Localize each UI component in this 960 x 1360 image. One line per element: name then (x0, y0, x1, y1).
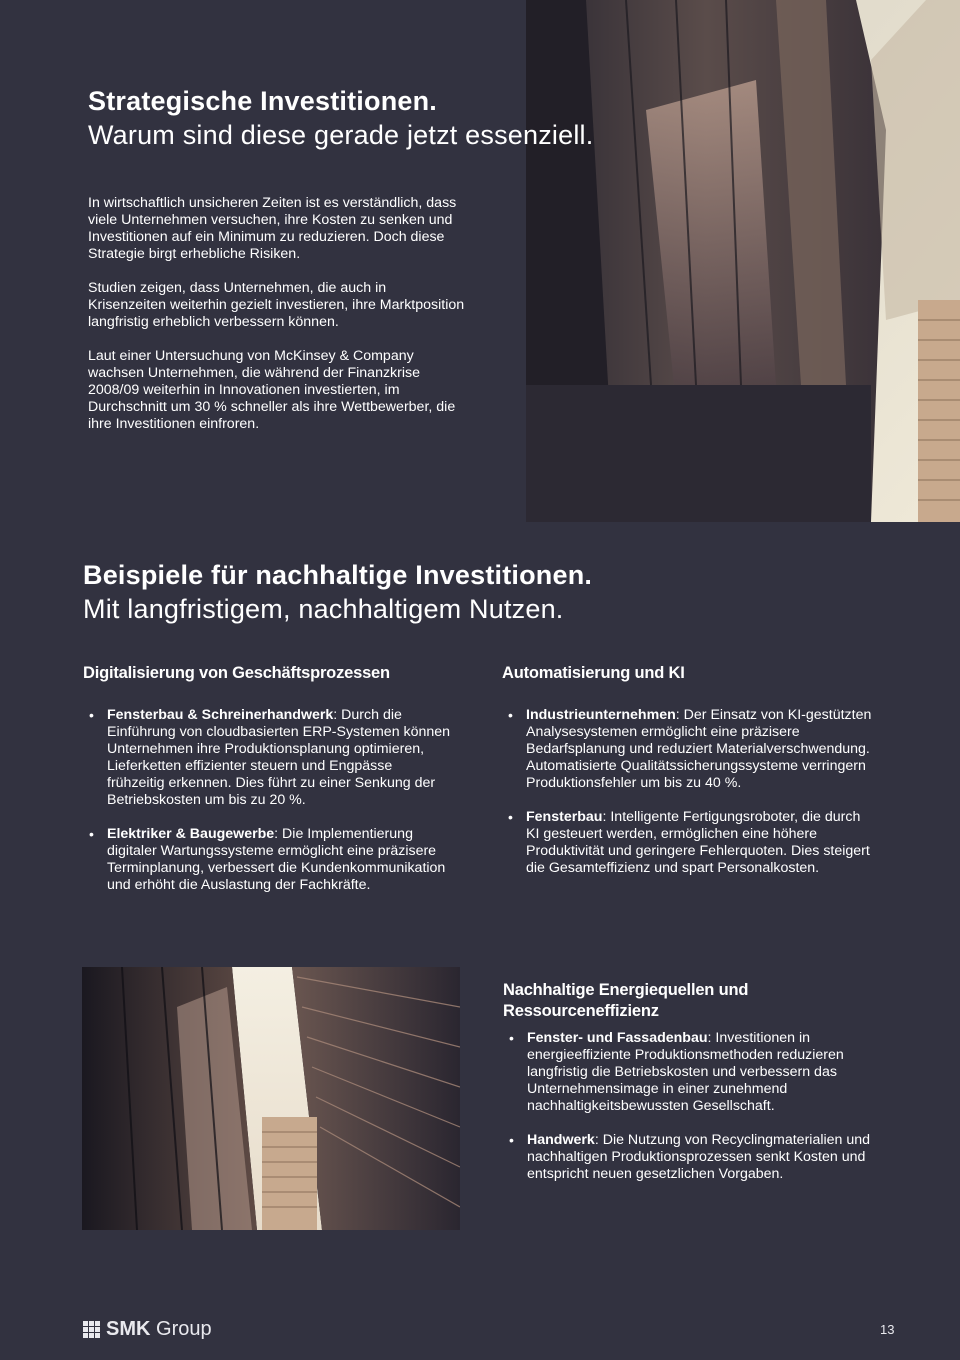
energy-column (503, 980, 883, 1200)
building-photo-bottom (82, 967, 460, 1230)
building-photo-top (526, 0, 960, 522)
item-text: : Intelligente Fertigungsroboter, die durch KI gesteuert werden, ermöglichen eine höhere Produktivität und geringere Fehlerquoten. Dies steigert die Gesamteffizienz und spart Personalkosten. (526, 809, 870, 876)
intro-paragraph: Laut einer Untersuchung von McKinsey & Company wachsen Unternehmen, die während der Finanzkrise 2008/09 weiterhin in Innovationen investierten, im Durchschnitt um 30 % schneller als ihre Wettbewerber, die ihre Investitionen einfroren. (88, 348, 456, 432)
digitalization-column (83, 663, 453, 911)
column-heading: Nachhaltige Energiequellen und Ressourceneffizienz (503, 981, 749, 1020)
bullet-list (503, 1030, 883, 1183)
intro-text (88, 195, 468, 450)
brand-logo (83, 1318, 212, 1340)
section-strategic-heading (88, 84, 688, 152)
bullet-icon: • (89, 707, 94, 723)
item-label: Fensterbau & Schreinerhandwerk (107, 707, 334, 723)
intro-paragraph: In wirtschaftlich unsicheren Zeiten ist es verständlich, dass viele Unternehmen versuchen, ihre Kosten zu senken und Investitionen auf ein Minimum zu reduzieren. Doch diese Strategie birgt erhebliche Risiken. (88, 195, 457, 262)
page-number: 13 (880, 1322, 895, 1337)
item-label: Industrieunternehmen (526, 707, 676, 723)
bullet-icon: • (508, 707, 513, 723)
bullet-icon: • (509, 1030, 514, 1046)
list-item (83, 707, 453, 809)
item-text: : Die Nutzung von Recyclingmaterialien und nachhaltigen Produktionsprozessen senkt Kosten und entspricht neuen gesetzlichen Vorgaben. (527, 1132, 871, 1182)
item-label: Fenster- und Fassadenbau (527, 1030, 708, 1046)
section-examples-heading (83, 558, 783, 626)
column-heading: Digitalisierung von Geschäftsprozessen (83, 664, 390, 682)
bullet-list (502, 707, 872, 877)
bullet-icon: • (509, 1132, 514, 1148)
brand-name: SMK Group (106, 1318, 212, 1340)
item-text: : Durch die Einführung von cloudbasierten ERP-Systemen können Unternehmen ihre Produktionsplanung optimieren, Lieferketten effizienter steuern und Engpässe frühzeitig erkennen. Dies führt zu einer Senkung der Betriebskosten um bis zu 20 %. (107, 707, 451, 808)
section-title: Strategische Investitionen. (88, 86, 437, 116)
section-title: Beispiele für nachhaltige Investitionen. (83, 560, 593, 590)
bullet-icon: • (508, 809, 513, 825)
list-item (503, 1030, 883, 1115)
bullet-list (83, 707, 453, 894)
item-text: : Der Einsatz von KI-gestützten Analysesystemen ermöglicht eine präzisere Bedarfsplanung und reduziert Materialverschwendung. Automatisierte Qualitätssicherungssysteme verringern Produktionsfehler um bis zu 40 %. (526, 707, 872, 791)
logo-grid-icon (83, 1321, 100, 1338)
list-item (503, 1132, 883, 1183)
bullet-icon: • (89, 826, 94, 842)
item-label: Fensterbau (526, 809, 603, 825)
list-item (502, 809, 872, 877)
item-text: : Investitionen in energieeffiziente Produktionsmethoden reduzieren langfristig die Betriebskosten und verbessern das Unternehmensimage in einer zunehmend nachhaltigkeitsbewussten Gesellschaft. (527, 1030, 844, 1114)
intro-paragraph: Studien zeigen, dass Unternehmen, die auch in Krisenzeiten weiterhin gezielt investieren, ihre Marktposition langfristig erheblich verbessern können. (88, 280, 465, 330)
item-text: : Die Implementierung digitaler Wartungssysteme ermöglicht eine präzisere Terminplanung, verbessert die Kundenkommunikation und erhöht die Auslastung der Fachkräfte. (107, 826, 446, 893)
section-subtitle: Mit langfristigem, nachhaltigem Nutzen. (83, 594, 564, 624)
item-label: Elektriker & Baugewerbe (107, 826, 275, 842)
list-item (83, 826, 453, 894)
list-item (502, 707, 872, 792)
automation-column (502, 663, 872, 894)
section-subtitle: Warum sind diese gerade jetzt essenziell. (88, 120, 594, 150)
column-heading: Automatisierung und KI (502, 664, 685, 682)
item-label: Handwerk (527, 1132, 595, 1148)
